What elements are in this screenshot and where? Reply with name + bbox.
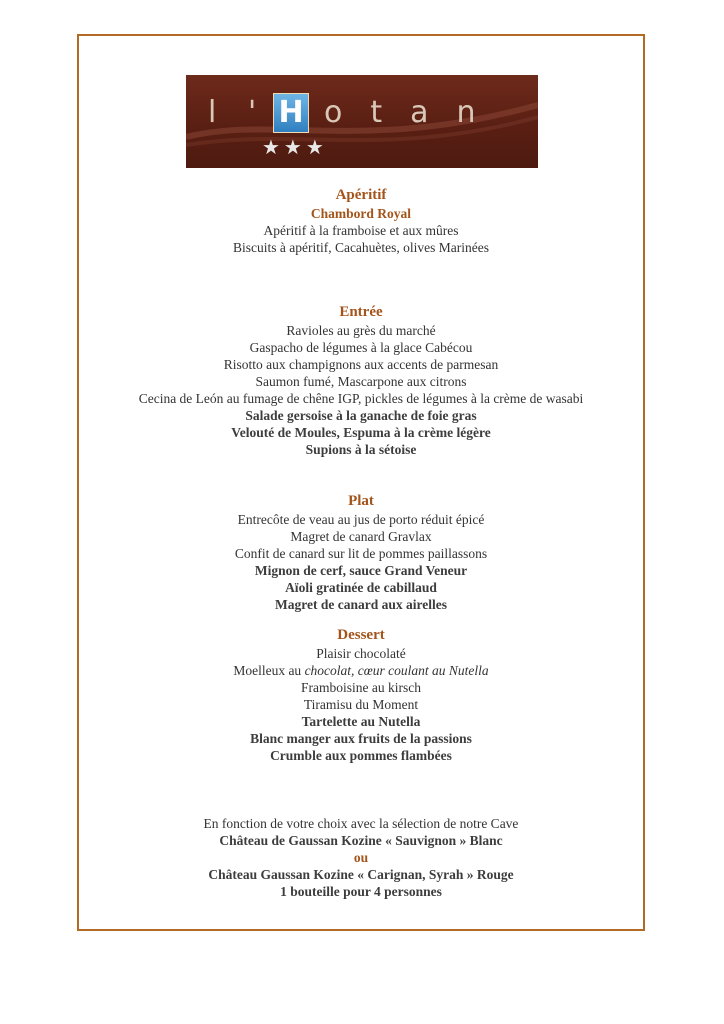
three-stars-icon: ★★★	[262, 135, 328, 159]
menu-item-bold: Aïoli gratinée de cabillaud	[285, 580, 437, 595]
menu-item: Framboisine au kirsch	[301, 680, 421, 695]
menu-item-bold: Velouté de Moules, Espuma à la crème légère	[231, 425, 491, 440]
wine-note: 1 bouteille pour 4 personnes	[280, 884, 442, 899]
menu-item: Tiramisu du Moment	[303, 697, 419, 712]
dessert-title: Dessert	[337, 627, 385, 643]
menu-content	[77, 186, 645, 900]
menu-item: Apéritif à la framboise et aux mûres	[263, 223, 459, 238]
menu-item-bold: Supions à la sétoise	[305, 442, 417, 457]
menu-item-moelleux	[77, 662, 645, 679]
menu-item: Ravioles au grès du marché	[286, 323, 436, 338]
hotel-logo	[186, 75, 538, 168]
menu-item: Plaisir chocolaté	[316, 646, 406, 661]
menu-item: Entrecôte de veau au jus de porto réduit épicé	[237, 512, 485, 527]
menu-item: Biscuits à apéritif, Cacahuètes, olives Marinées	[232, 240, 490, 255]
menu-item: Cecina de León au fumage de chêne IGP, pickles de légumes à la crème de wasabi	[138, 391, 584, 406]
entree-title: Entrée	[339, 304, 383, 320]
wine-or: ou	[353, 850, 369, 865]
menu-item: Magret de canard Gravlax	[290, 529, 432, 544]
moelleux-prefix: Moelleux au	[233, 663, 305, 678]
wine-intro: En fonction de votre choix avec la sélection de notre Cave	[203, 816, 519, 831]
menu-item: Saumon fumé, Mascarpone aux citrons	[255, 374, 467, 389]
menu-item-bold: Magret de canard aux airelles	[275, 597, 447, 612]
menu-item-bold: Crumble aux pommes flambées	[270, 748, 452, 763]
aperitif-subtitle: Chambord Royal	[310, 206, 412, 221]
menu-item: Confit de canard sur lit de pommes paillassons	[234, 546, 488, 561]
menu-item-bold: Tartelette au Nutella	[301, 714, 421, 729]
logo-letter-l: l	[208, 95, 217, 130]
logo-letter-h-badge: H	[273, 93, 309, 133]
menu-item: Gaspacho de légumes à la glace Cabécou	[249, 340, 473, 355]
plat-title: Plat	[348, 493, 374, 509]
wine-option-white: Château de Gaussan Kozine « Sauvignon » Blanc	[219, 833, 503, 848]
menu-item-bold: Salade gersoise à la ganache de foie gras	[245, 408, 477, 423]
logo-wordmark	[186, 91, 538, 135]
logo-apostrophe: '	[248, 95, 257, 130]
moelleux-italic: chocolat, cœur coulant au Nutella	[304, 663, 489, 678]
menu-item-bold: Blanc manger aux fruits de la passions	[250, 731, 472, 746]
wine-option-red: Château Gaussan Kozine « Carignan, Syrah » Rouge	[208, 867, 514, 882]
menu-item-bold: Mignon de cerf, sauce Grand Veneur	[254, 563, 468, 578]
logo-letters-otan: otan	[324, 95, 504, 130]
menu-item: Risotto aux champignons aux accents de parmesan	[223, 357, 499, 372]
aperitif-title: Apéritif	[335, 187, 387, 203]
